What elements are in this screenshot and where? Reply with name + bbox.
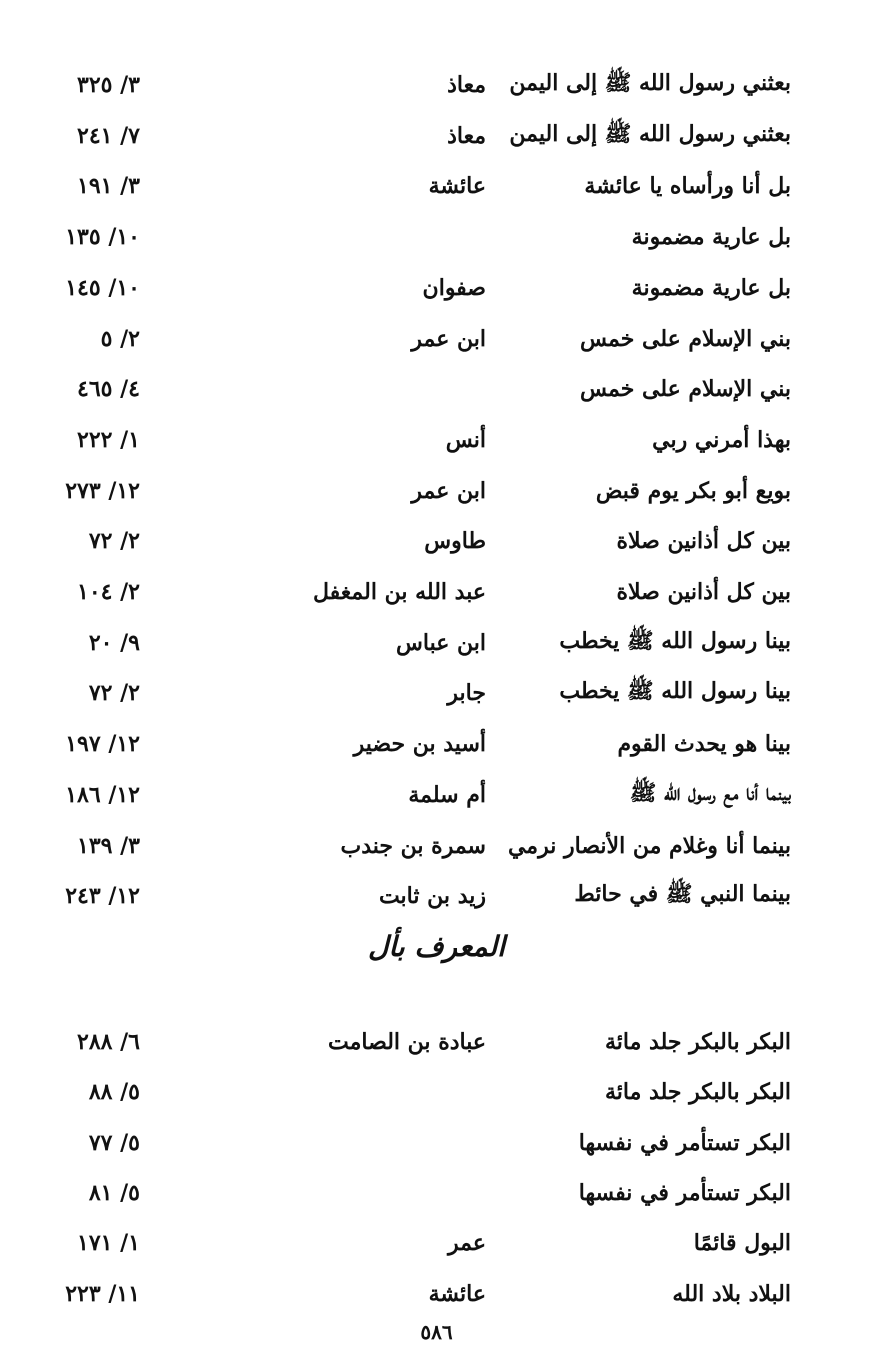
volume-page-ref: ٢/ ٧٢ bbox=[88, 528, 140, 555]
hadith-text: بل عارية مضمونة bbox=[631, 224, 791, 251]
volume-page-ref: ٥/ ٧٧ bbox=[88, 1129, 140, 1156]
page-number: ٥٨٦ bbox=[420, 1320, 453, 1344]
narrator-name: جابر bbox=[447, 680, 486, 707]
hadith-text: البول قائمًا bbox=[693, 1230, 791, 1257]
narrator-name: صفوان bbox=[422, 274, 486, 301]
index-entry bbox=[0, 263, 873, 313]
index-entry bbox=[0, 871, 873, 921]
hadith-text: بين كل أذانين صلاة bbox=[616, 528, 791, 555]
narrator-name: عبادة بن الصامت bbox=[328, 1029, 486, 1055]
narrator-name: ابن عباس bbox=[396, 629, 486, 656]
index-entry bbox=[0, 719, 873, 769]
hadith-text: بعثني رسول الله ﷺ إلى اليمن bbox=[509, 70, 791, 96]
volume-page-ref: ١٢/ ١٩٧ bbox=[65, 731, 140, 758]
narrator-name: أسيد بن حضير bbox=[353, 731, 486, 758]
hadith-text: بينا رسول الله ﷺ يخطب bbox=[559, 627, 791, 654]
index-entry bbox=[0, 466, 873, 516]
volume-page-ref: ٢/ ٧٢ bbox=[88, 680, 140, 707]
narrator-name: عائشة bbox=[428, 173, 486, 200]
index-entry bbox=[0, 1218, 873, 1268]
narrator-name: عمر bbox=[448, 1230, 486, 1257]
volume-page-ref: ١٢/ ١٨٦ bbox=[65, 781, 140, 808]
narrator-name: أنس bbox=[445, 426, 486, 453]
hadith-text: بهذا أمرني ربي bbox=[652, 426, 791, 453]
narrator-name: أم سلمة bbox=[408, 781, 486, 808]
volume-page-ref: ٦/ ٢٨٨ bbox=[77, 1029, 140, 1055]
hadith-text: بينما النبي ﷺ في حائط bbox=[574, 881, 791, 908]
index-entry bbox=[0, 1017, 873, 1067]
narrator-name: عبد الله بن المغفل bbox=[313, 579, 486, 605]
hadith-text: البكر بالبكر جلد مائة bbox=[604, 1029, 791, 1055]
index-entry bbox=[0, 516, 873, 566]
volume-page-ref: ١٠/ ١٣٥ bbox=[65, 224, 140, 251]
volume-page-ref: ٥/ ٨١ bbox=[88, 1179, 140, 1206]
index-entry bbox=[0, 821, 873, 871]
volume-page-ref: ٢/ ١٠٤ bbox=[77, 579, 140, 605]
index-entry bbox=[0, 618, 873, 668]
narrator-name: ابن عمر bbox=[411, 477, 486, 504]
volume-page-ref: ١٢/ ٢٤٣ bbox=[65, 883, 140, 910]
hadith-text: بني الإسلام على خمس bbox=[579, 376, 791, 403]
volume-page-ref: ٣/ ١٩١ bbox=[77, 173, 140, 200]
volume-page-ref: ٣/ ٣٢٥ bbox=[77, 72, 140, 98]
hadith-text: بني الإسلام على خمس bbox=[579, 325, 791, 352]
narrator-name: زيد بن ثابت bbox=[378, 883, 486, 910]
narrator-name: معاذ bbox=[447, 122, 486, 149]
narrator-name: ابن عمر bbox=[411, 325, 486, 352]
hadith-text: البكر بالبكر جلد مائة bbox=[604, 1079, 791, 1106]
volume-page-ref: ١١/ ٢٢٣ bbox=[65, 1280, 140, 1307]
hadith-text: البكر تستأمر في نفسها bbox=[578, 1129, 791, 1156]
hadith-text: بويع أبو بكر يوم قبض bbox=[595, 477, 791, 504]
volume-page-ref: ١٢/ ٢٧٣ bbox=[65, 477, 140, 504]
volume-page-ref: ٥/ ٨٨ bbox=[88, 1079, 140, 1106]
narrator-name: طاوس bbox=[424, 528, 486, 555]
index-entry bbox=[0, 212, 873, 262]
index-entry bbox=[0, 1067, 873, 1117]
hadith-text: بينما أنا وغلام من الأنصار نرمي bbox=[507, 832, 791, 859]
section-title: المعرف بأل bbox=[368, 930, 505, 963]
volume-page-ref: ١٠/ ١٤٥ bbox=[65, 274, 140, 301]
hadith-text: البكر تستأمر في نفسها bbox=[578, 1179, 791, 1206]
volume-page-ref: ١/ ٢٢٢ bbox=[77, 426, 140, 453]
index-entry bbox=[0, 1269, 873, 1319]
hadith-text: بل أنا ورأساه يا عائشة bbox=[584, 173, 791, 200]
narrator-name: عائشة bbox=[428, 1280, 486, 1307]
index-entry bbox=[0, 314, 873, 364]
index-entry bbox=[0, 567, 873, 617]
hadith-text: بينا هو يحدث القوم bbox=[617, 731, 791, 758]
hadith-text: بعثني رسول الله ﷺ إلى اليمن bbox=[509, 120, 791, 147]
narrator-name: معاذ bbox=[447, 72, 486, 98]
index-entry bbox=[0, 668, 873, 718]
volume-page-ref: ٤/ ٤٦٥ bbox=[77, 376, 140, 403]
narrator-name: سمرة بن جندب bbox=[340, 832, 486, 859]
index-entry bbox=[0, 364, 873, 414]
volume-page-ref: ١/ ١٧١ bbox=[77, 1230, 140, 1257]
volume-page-ref: ٢/ ٥ bbox=[100, 325, 140, 352]
index-entry bbox=[0, 1168, 873, 1218]
index-entry bbox=[0, 1118, 873, 1168]
index-entry bbox=[0, 161, 873, 211]
volume-page-ref: ٩/ ٢٠ bbox=[88, 629, 140, 656]
hadith-text: بل عارية مضمونة bbox=[631, 274, 791, 301]
volume-page-ref: ٣/ ١٣٩ bbox=[77, 832, 140, 859]
hadith-text: بينا رسول الله ﷺ يخطب bbox=[559, 678, 791, 705]
index-entry bbox=[0, 60, 873, 110]
hadith-text: بين كل أذانين صلاة bbox=[616, 579, 791, 605]
hadith-text: البلاد بلاد الله bbox=[672, 1280, 791, 1307]
volume-page-ref: ٧/ ٢٤١ bbox=[77, 122, 140, 149]
index-entry bbox=[0, 111, 873, 161]
index-entry bbox=[0, 770, 873, 820]
index-entry bbox=[0, 415, 873, 465]
hadith-text: بينما أنا مع رسول الله ﷺ bbox=[629, 779, 791, 806]
